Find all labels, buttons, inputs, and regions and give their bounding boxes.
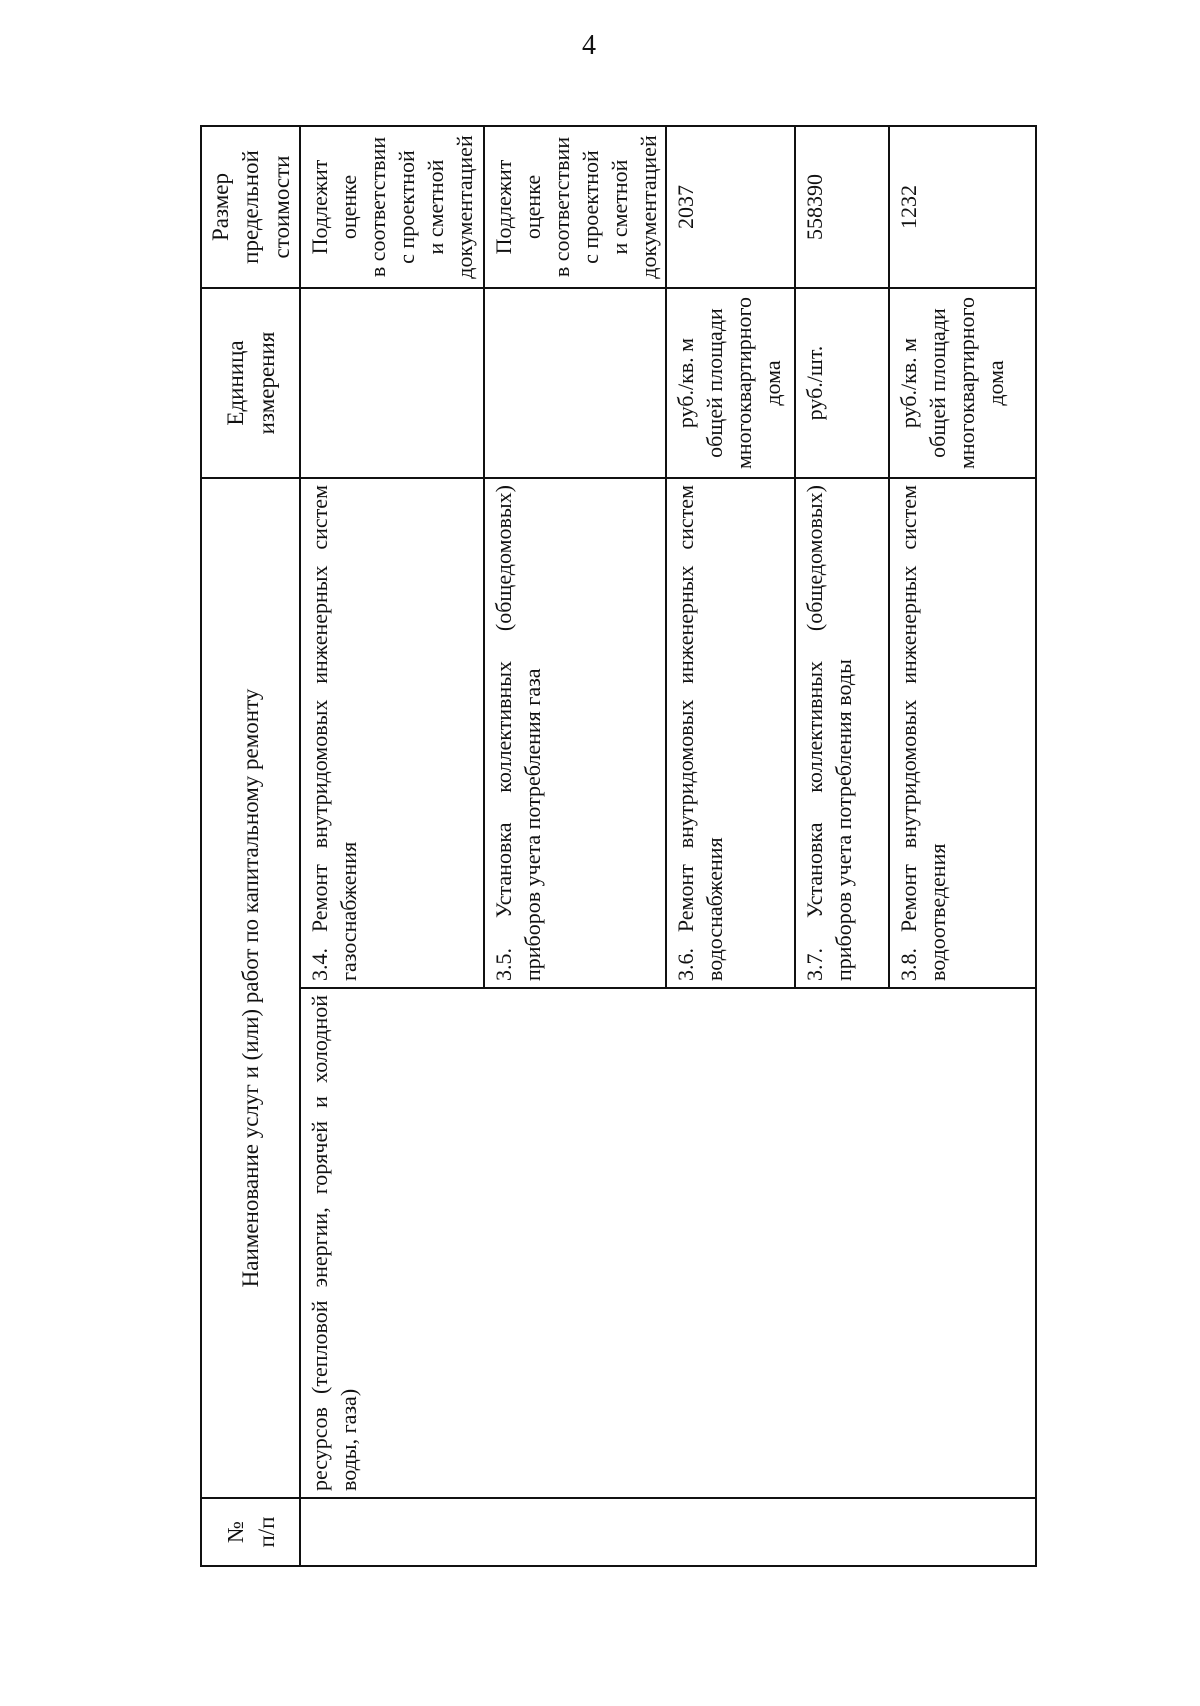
cell-service-name: 3.8. Ремонт внутридомовых инженерных систем водоотведения — [889, 478, 1036, 988]
cell-unit — [300, 288, 484, 478]
cell-parent-item-name: ресурсов (тепловой энергии, горячей и холодной воды, газа) — [300, 988, 1036, 1498]
cell-max-cost: Подлежит оценке в соответствии с проектной и сметной документацией — [484, 126, 666, 288]
rotated-table-container — [200, 127, 1026, 1567]
header-service-name: Наименование услуг и (или) работ по капитальному ремонту — [201, 478, 300, 1498]
table-header-row — [201, 126, 300, 1566]
cell-unit: руб./кв. м общей площади многоквартирного дома — [889, 288, 1036, 478]
header-max-cost: Размер предельной стоимости — [201, 126, 300, 288]
cell-service-name: 3.6. Ремонт внутридомовых инженерных систем водоснабжения — [666, 478, 795, 988]
cell-unit — [484, 288, 666, 478]
page-number: 4 — [582, 30, 596, 61]
cell-service-name: 3.5. Установка коллективных (общедомовых) приборов учета потребления газа — [484, 478, 666, 988]
cell-max-cost: 558390 — [795, 126, 889, 288]
header-number: № п/п — [201, 1498, 300, 1566]
header-unit: Единица измерения — [201, 288, 300, 478]
cell-unit: руб./кв. м общей площади многоквартирного дома — [666, 288, 795, 478]
cell-number — [300, 1498, 1036, 1566]
cell-max-cost: 1232 — [889, 126, 1036, 288]
table-row — [300, 126, 484, 1566]
cell-max-cost: Подлежит оценке в соответствии с проектной и сметной документацией — [300, 126, 484, 288]
cell-unit: руб./шт. — [795, 288, 889, 478]
cell-service-name: 3.7. Установка коллективных (общедомовых) приборов учета потребления воды — [795, 478, 889, 988]
cell-service-name: 3.4. Ремонт внутридомовых инженерных систем газоснабжения — [300, 478, 484, 988]
capital-repair-cost-table — [200, 125, 1037, 1567]
cell-max-cost: 2037 — [666, 126, 795, 288]
